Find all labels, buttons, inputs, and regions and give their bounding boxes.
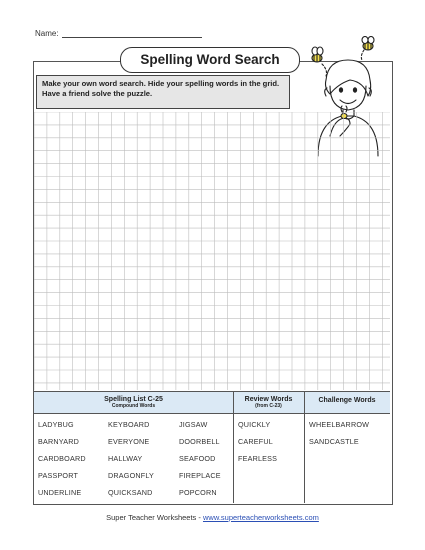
spelling-word: DRAGONFLY — [108, 471, 154, 480]
spelling-list-title: Spelling List C-25 — [104, 396, 163, 403]
spelling-word-table — [34, 391, 390, 503]
spelling-list-subtitle: Compound Words — [111, 403, 156, 409]
challenge-words-header — [304, 392, 390, 414]
name-field — [35, 29, 202, 38]
spelling-word: QUICKSAND — [108, 488, 153, 497]
challenge-word: WHEELBARROW — [309, 420, 370, 429]
spelling-word: DOORBELL — [179, 437, 220, 446]
column-divider — [304, 392, 305, 503]
spelling-word: JIGSAW — [179, 420, 208, 429]
instructions-box: Make your own word search. Hide your spelling words in the grid. Have a friend solve the puzzle. — [36, 75, 290, 109]
review-word: FEARLESS — [238, 454, 278, 463]
spelling-word: LADYBUG — [38, 420, 74, 429]
worksheet-title: Spelling Word Search — [120, 47, 300, 73]
spelling-word: HALLWAY — [108, 454, 143, 463]
spelling-word: CARDBOARD — [38, 454, 86, 463]
spelling-word: UNDERLINE — [38, 488, 82, 497]
spelling-word: SEAFOOD — [179, 454, 216, 463]
challenge-words-title: Challenge Words — [318, 397, 376, 404]
column-divider — [233, 392, 234, 503]
spelling-word: KEYBOARD — [108, 420, 150, 429]
review-word: CAREFUL — [238, 437, 273, 446]
spelling-word: PASSPORT — [38, 471, 79, 480]
footer-text: Super Teacher Worksheets - — [106, 513, 203, 522]
spelling-word: FIREPLACE — [179, 471, 221, 480]
review-word: QUICKLY — [238, 420, 271, 429]
footer-link[interactable]: www.superteacherworksheets.com — [202, 513, 319, 522]
review-words-header — [233, 392, 304, 414]
name-line[interactable] — [62, 29, 202, 38]
word-search-grid[interactable] — [34, 112, 390, 390]
spelling-word: BARNYARD — [38, 437, 80, 446]
footer — [0, 513, 425, 522]
spelling-word: EVERYONE — [108, 437, 150, 446]
review-words-title: Review Words — [244, 396, 293, 403]
spelling-list-header — [34, 392, 233, 414]
challenge-word: SANDCASTLE — [309, 437, 359, 446]
review-words-subtitle: (from C-23) — [255, 403, 282, 409]
name-label: Name: — [35, 29, 59, 38]
spelling-word: POPCORN — [179, 488, 217, 497]
